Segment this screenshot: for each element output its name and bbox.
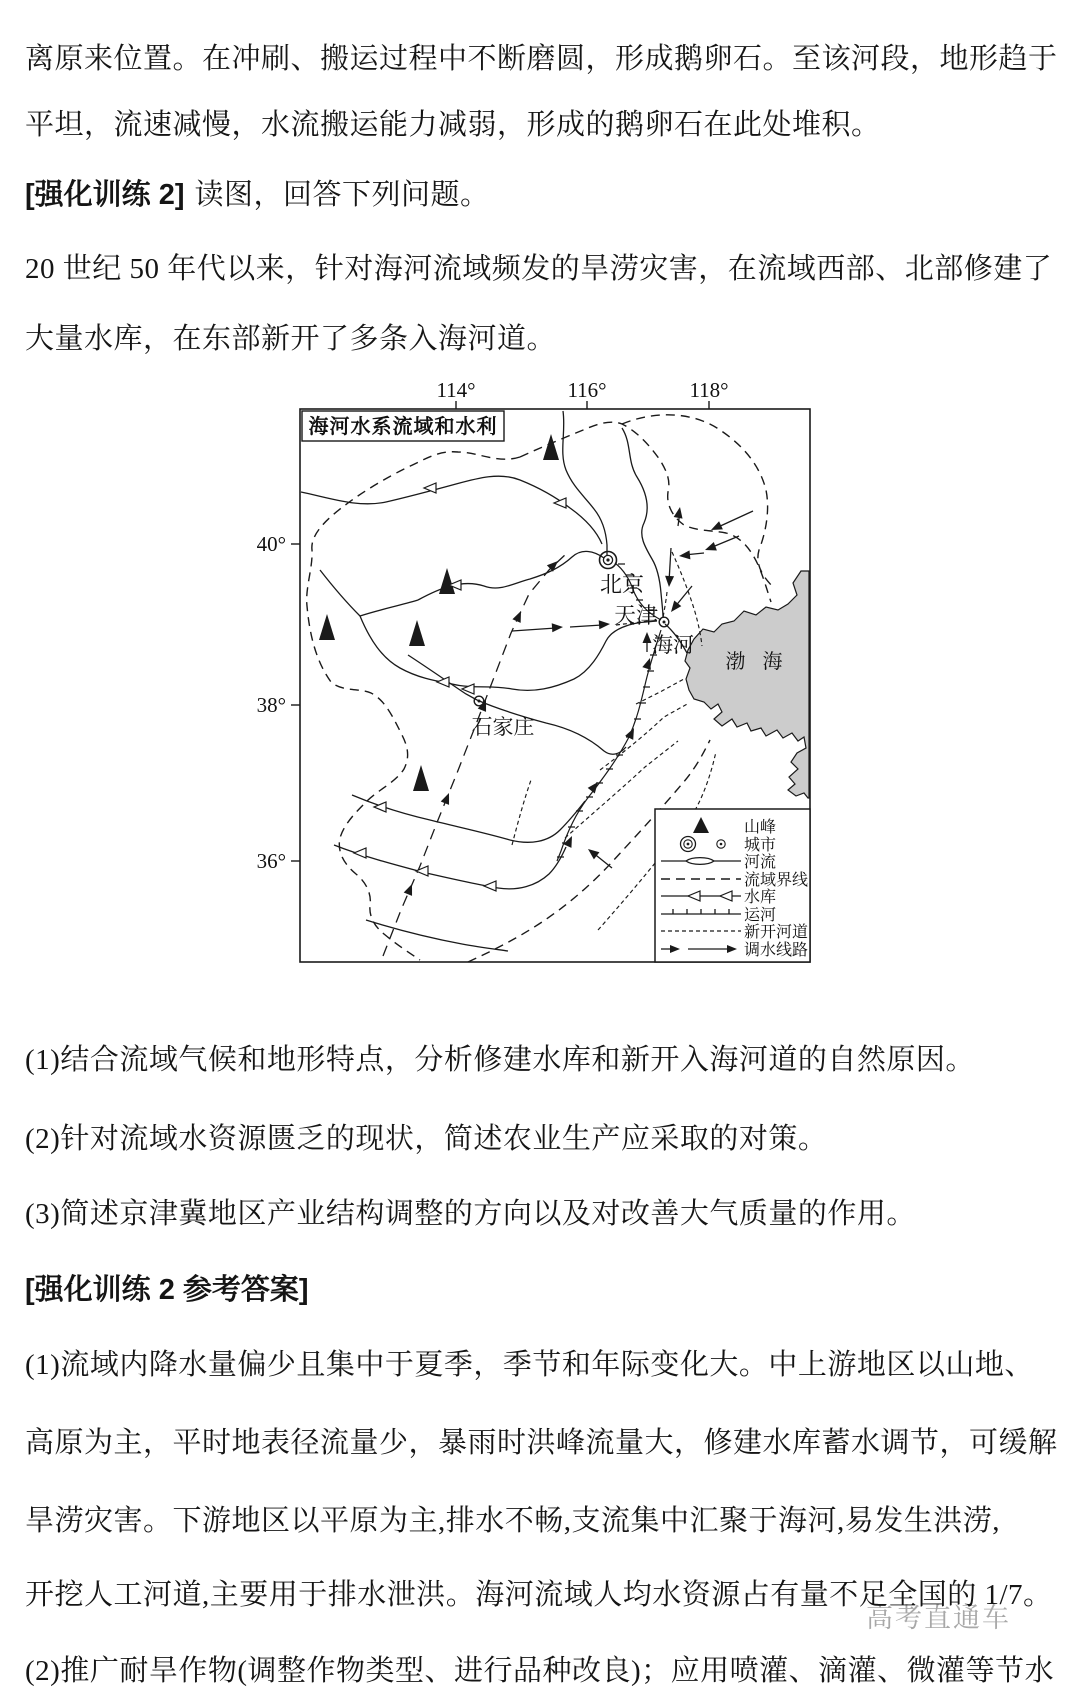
answer-1-line-2: 高原为主，平时地表径流量少，暴雨时洪峰流量大，修建水库蓄水调节，可缓解 — [25, 1427, 1058, 1459]
exercise-label: [强化训练 2] — [25, 179, 185, 211]
watermark: 高考直通车 — [866, 1603, 1011, 1633]
legend-label: 水库 — [744, 889, 777, 906]
map-title-box — [302, 411, 504, 441]
answer-header-label: [强化训练 2 参考答案] — [25, 1274, 309, 1306]
answer-1-line-4: 开挖人工河道,主要用于排水泄洪。海河流域人均水资源占有量不足全国的 1/7。 — [25, 1579, 1053, 1611]
question-3: (3)简述京津冀地区产业结构调整的方向以及对改善大气质量的作用。 — [25, 1198, 916, 1230]
answer-2-line-1: (2)推广耐旱作物(调整作物类型、进行品种改良)；应用喷灌、滴灌、微灌等节水 — [25, 1655, 1055, 1687]
haihe-label: 海河 — [652, 633, 694, 657]
answer-header — [25, 1272, 309, 1308]
legend-label: 城市 — [744, 837, 777, 854]
answer-1-line-3: 旱涝灾害。下游地区以平原为主,排水不畅,支流集中汇聚于海河,易发生洪涝, — [25, 1505, 1001, 1537]
map-legend — [655, 809, 810, 962]
question-1: (1)结合流域气候和地形特点，分析修建水库和新开入海河道的自然原因。 — [25, 1044, 975, 1076]
shijiazhuang-label: 石家庄 — [471, 715, 535, 739]
legend-label: 流域界线 — [744, 872, 809, 889]
exercise-heading — [25, 177, 490, 213]
tianjin-label: 天津 — [613, 603, 659, 628]
lon-label-114: 114° — [436, 378, 476, 402]
context-line-1: 20 世纪 50 年代以来，针对海河流域频发的旱涝灾害，在流域西部、北部修建了 — [25, 253, 1053, 285]
answer-1-line-1: (1)流域内降水量偏少且集中于夏季，季节和年际变化大。中上游地区以山地、 — [25, 1349, 1034, 1381]
context-line-2: 大量水库，在东部新开了多条入海河道。 — [25, 323, 557, 355]
lat-label-40: 40° — [256, 532, 286, 556]
legend-label: 运河 — [744, 907, 777, 924]
lon-label-118: 118° — [689, 378, 729, 402]
legend-label: 调水线路 — [744, 942, 809, 959]
map-title: 海河水系流域和水利 — [308, 416, 498, 438]
legend-label: 新开河道 — [744, 924, 809, 941]
beijing-label: 北京 — [599, 572, 645, 597]
lon-label-116: 116° — [567, 378, 607, 402]
lat-label-38: 38° — [256, 693, 286, 717]
legend-label: 河流 — [744, 854, 777, 871]
exercise-instruction: 读图，回答下列问题。 — [194, 179, 490, 211]
question-2: (2)针对流域水资源匮乏的现状，简述农业生产应采取的对策。 — [25, 1123, 828, 1155]
intro-line-1: 离原来位置。在冲刷、搬运过程中不断磨圆，形成鹅卵石。至该河段，地形趋于 — [25, 43, 1058, 75]
intro-line-2: 平坦，流速减慢，水流搬运能力减弱，形成的鹅卵石在此处堆积。 — [25, 109, 881, 141]
legend-canal-icon — [661, 909, 741, 914]
haihe-basin-map — [0, 355, 1066, 975]
legend-label: 山峰 — [744, 819, 777, 836]
lat-label-36: 36° — [256, 849, 286, 873]
sea-label: 渤 海 — [725, 651, 789, 673]
